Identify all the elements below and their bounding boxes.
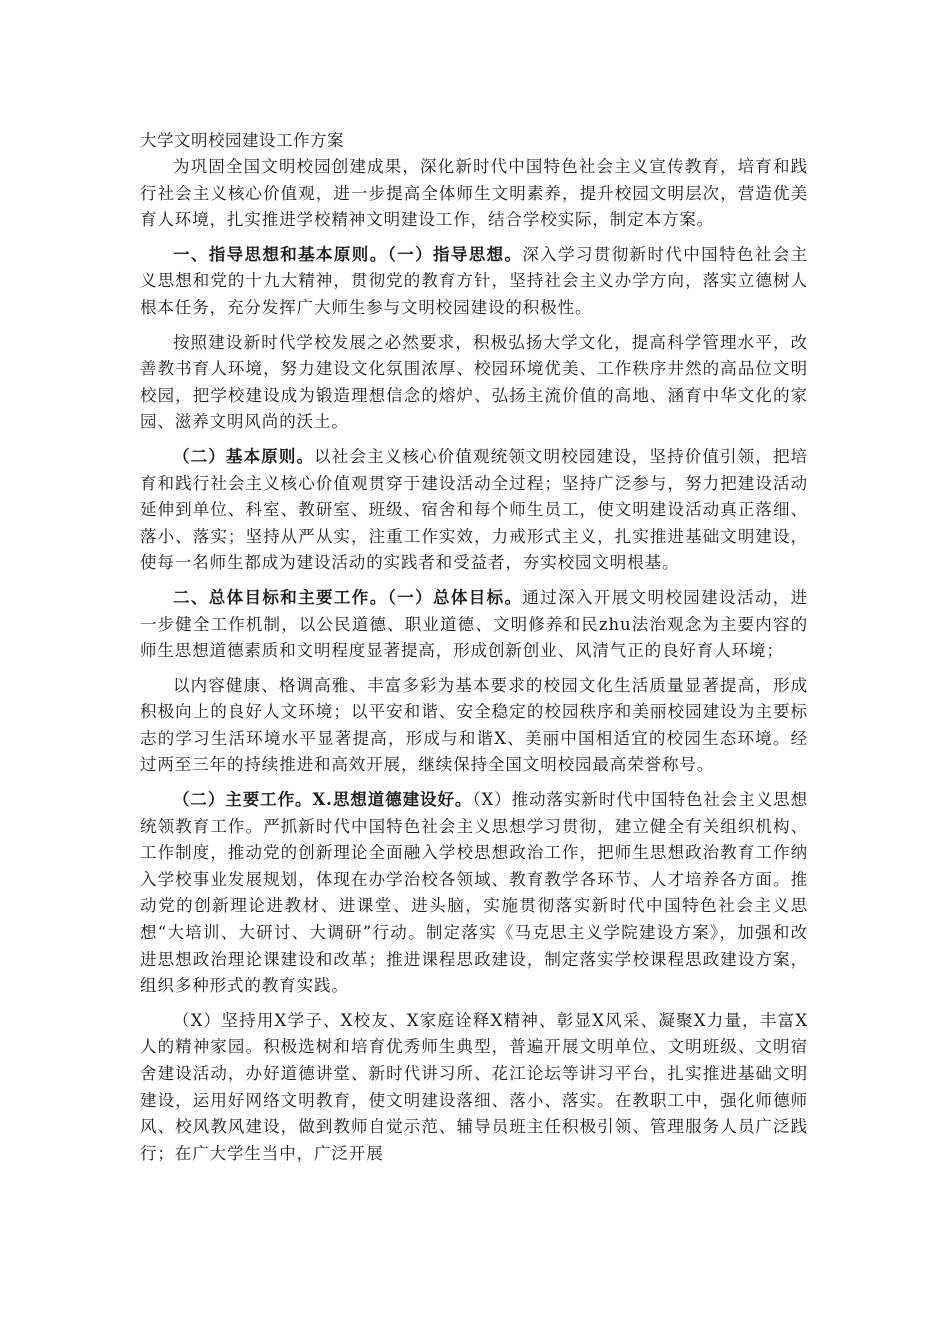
- section-heading: （二）主要工作。X.思想道德建设好。: [173, 790, 473, 810]
- paragraph-guiding-thought: [140, 242, 808, 322]
- paragraph-intro: [140, 154, 808, 234]
- paragraph-text: 为巩固全国文明校园创建成果，深化新时代中国特色社会主义宣传教育，培育和践行社会主义核心价值观，进一步提高全体师生文明素养，提升校园文明层次，营造优美育人环境，扎实推进学校精神文明建设工作，结合学校实际，制定本方案。: [140, 157, 808, 230]
- paragraph-spirit-home: [140, 1008, 808, 1168]
- paragraph-text: 以社会主义核心价值观统领文明校园建设，坚持价值引领，把培育和践行社会主义核心价值观贯穿于建设活动全过程；坚持广泛参与，努力把建设活动延伸到单位、科室、教研室、班级、宿舍和每个师生员工，使文明建设活动真正落细、落小、落实；坚持从严从实，注重工作实效，力戒形式主义，扎实推进基础文明建设，使每一名师生都成为建设活动的实践者和受益者，夯实校园文明根基。: [140, 446, 809, 573]
- section-heading: 一、指导思想和基本原则。（一）指导思想。: [173, 244, 523, 264]
- document-body: [140, 128, 808, 1175]
- document-title: 大学文明校园建设工作方案: [140, 131, 344, 150]
- paragraph-overall-goal: [140, 585, 808, 665]
- paragraph-main-work: [140, 787, 808, 1000]
- paragraph-development: [140, 330, 808, 436]
- paragraph-culture-goal: [140, 673, 808, 779]
- paragraph-text: （X）推动落实新时代中国特色社会主义思想统领教育工作。严抓新时代中国特色社会主义思想学习贯彻，建立健全有关组织机构、工作制度，推动党的创新理论全面融入学校思想政治工作，把师生思想政治教育工作纳入学校事业发展规划，体现在办学治校各领域、教育教学各环节、人才培养各方面。推动党的创新理论进教材、进课堂、进头脑，实施贯彻落实新时代中国特色社会主义思想“大培训、大研讨、大调研”行动。制定落实《马克思主义学院建设方案》，加强和改进思想政治理论课建设和改革；推进课程思政建设，制定落实学校课程思政建设方案，组织多种形式的教育实践。: [140, 790, 809, 996]
- paragraph-text: 通过深入开展文明校园建设活动，进一步健全工作机制，以公民道德、职业道德、文明修养和民zhu法治观念为主要内容的师生思想道德素质和文明程度显著提高，形成创新创业、风清气正的良好育人环境；: [140, 587, 808, 661]
- section-heading: 二、总体目标和主要工作。（一）总体目标。: [173, 587, 523, 607]
- paragraph-basic-principles: [140, 444, 808, 577]
- paragraph-text: （X）坚持用X学子、X校友、X家庭诠释X精神、彰显X风采、凝聚X力量，丰富X人的精神家园。积极选树和培育优秀师生典型，普遍开展文明单位、文明班级、文明宿舍建设活动，办好道德讲堂、新时代讲习所、花江论坛等讲习平台，扎实推进基础文明建设，运用好网络文明教育，使文明建设落细、落小、落实。在教职工中，强化师德师风、校风教风建设，做到教师自觉示范、辅导员班主任积极引领、管理服务人员广泛践行；在广大学生当中，广泛开展: [140, 1010, 808, 1163]
- section-heading: （二）基本原则。: [173, 446, 315, 466]
- paragraph-text: 以内容健康、格调高雅、丰富多彩为基本要求的校园文化生活质量显著提高，形成积极向上的良好人文环境；以平安和谐、安全稳定的校园秩序和美丽校园建设为主要标志的学习生活环境水平显著提高，形成与和谐X、美丽中国相适宜的校园生态环境。经过两至三年的持续推进和高效开展，继续保持全国文明校园最高荣誉称号。: [140, 675, 808, 775]
- paragraph-text: 按照建设新时代学校发展之必然要求，积极弘扬大学文化，提高科学管理水平，改善教书育人环境，努力建设文化氛围浓厚、校园环境优美、工作秩序井然的高品位文明校园，把学校建设成为锻造理想信念的熔炉、弘扬主流价值的高地、涵育中华文化的家园、滋养文明风尚的沃土。: [140, 332, 808, 432]
- paragraph-text: 深入学习贯彻新时代中国特色社会主义思想和党的十九大精神，贯彻党的教育方针，坚持社会主义办学方向，落实立德树人根本任务，充分发挥广大师生参与文明校园建设的积极性。: [140, 244, 808, 317]
